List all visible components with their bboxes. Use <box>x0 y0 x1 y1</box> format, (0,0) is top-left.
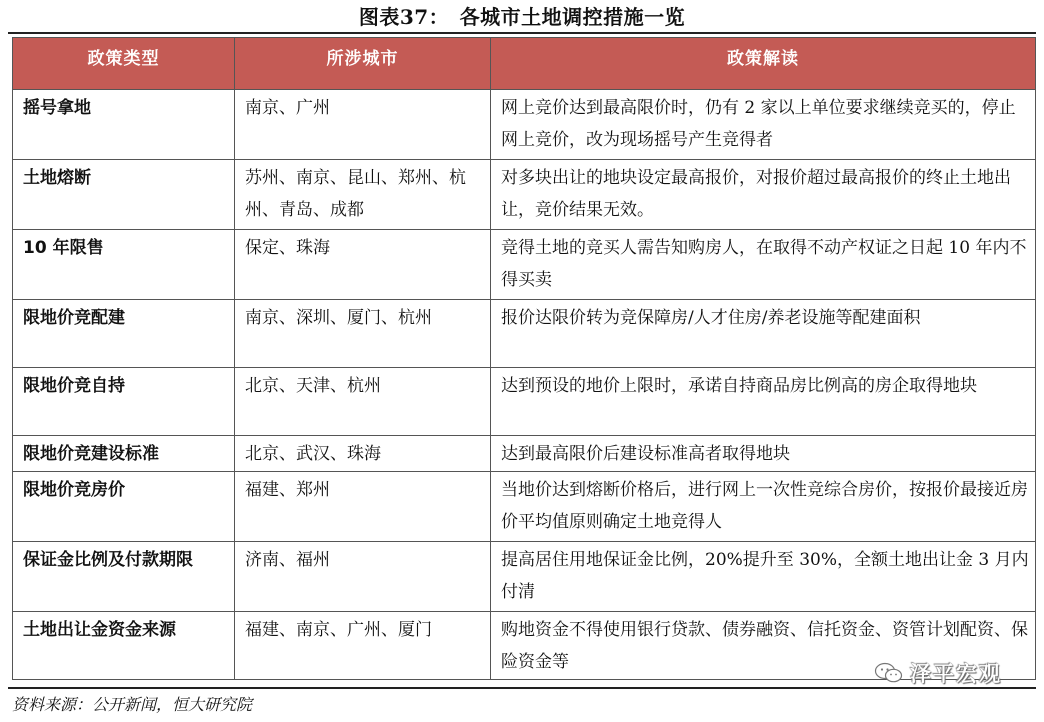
wechat-icon <box>874 661 904 685</box>
interpretation-cell: 网上竞价达到最高限价时，仍有 2 家以上单位要求继续竞买的，停止网上竞价，改为现场摇号产生竞得者 <box>491 90 1036 160</box>
interpretation-cell: 报价达限价转为竞保障房/人才住房/养老设施等配建面积 <box>491 300 1036 368</box>
table-row <box>13 90 1036 160</box>
cities-cell: 南京、深圳、厦门、杭州 <box>235 300 491 368</box>
cities-cell: 福建、郑州 <box>235 472 491 542</box>
interpretation-cell: 达到最高限价后建设标准高者取得地块 <box>491 436 1036 472</box>
policy-type-cell: 土地熔断 <box>13 160 235 230</box>
policy-type-cell: 10 年限售 <box>13 230 235 300</box>
table-row <box>13 436 1036 472</box>
header-policy-type: 政策类型 <box>13 38 235 90</box>
policy-type-cell: 土地出让金资金来源 <box>13 612 235 680</box>
policy-type-cell: 保证金比例及付款期限 <box>13 542 235 612</box>
interpretation-cell: 当地价达到熔断价格后，进行网上一次性竞综合房价，按报价最接近房价平均值原则确定土地竞得人 <box>491 472 1036 542</box>
cities-cell: 苏州、南京、昆山、郑州、杭州、青岛、成都 <box>235 160 491 230</box>
table-row <box>13 300 1036 368</box>
interpretation-cell: 达到预设的地价上限时，承诺自持商品房比例高的房企取得地块 <box>491 368 1036 436</box>
policy-table-container <box>12 37 1035 680</box>
policy-type-cell: 限地价竞建设标准 <box>13 436 235 472</box>
policy-type-cell: 限地价竞房价 <box>13 472 235 542</box>
page-title: 图表37： 各城市土地调控措施一览 <box>358 5 686 29</box>
policy-type-cell: 限地价竞配建 <box>13 300 235 368</box>
policy-table <box>12 37 1036 680</box>
footer-divider <box>8 687 1036 689</box>
cities-cell: 北京、天津、杭州 <box>235 368 491 436</box>
title-divider <box>8 32 1036 34</box>
cities-cell: 南京、广州 <box>235 90 491 160</box>
table-header-row <box>13 38 1036 90</box>
interpretation-cell: 对多块出让的地块设定最高报价，对报价超过最高报价的终止土地出让，竞价结果无效。 <box>491 160 1036 230</box>
header-interpretation: 政策解读 <box>491 38 1036 90</box>
table-row <box>13 230 1036 300</box>
cities-cell: 保定、珠海 <box>235 230 491 300</box>
cities-cell: 北京、武汉、珠海 <box>235 436 491 472</box>
table-row <box>13 160 1036 230</box>
source-note: 资料来源：公开新闻，恒大研究院 <box>12 695 253 714</box>
cities-cell: 济南、福州 <box>235 542 491 612</box>
watermark-text: 泽平宏观 <box>910 662 1002 686</box>
policy-type-cell: 摇号拿地 <box>13 90 235 160</box>
table-row <box>13 542 1036 612</box>
watermark <box>874 658 1002 688</box>
policy-type-cell: 限地价竞自持 <box>13 368 235 436</box>
interpretation-cell: 提高居住用地保证金比例，20%提升至 30%，全额土地出让金 3 月内付清 <box>491 542 1036 612</box>
interpretation-cell: 购地资金不得使用银行贷款、债券融资、信托资金、资管计划配资、保险资金等 <box>491 612 1036 680</box>
header-cities: 所涉城市 <box>235 38 491 90</box>
cities-cell: 福建、南京、广州、厦门 <box>235 612 491 680</box>
table-row <box>13 472 1036 542</box>
interpretation-cell: 竞得土地的竞买人需告知购房人，在取得不动产权证之日起 10 年内不得买卖 <box>491 230 1036 300</box>
table-row <box>13 368 1036 436</box>
